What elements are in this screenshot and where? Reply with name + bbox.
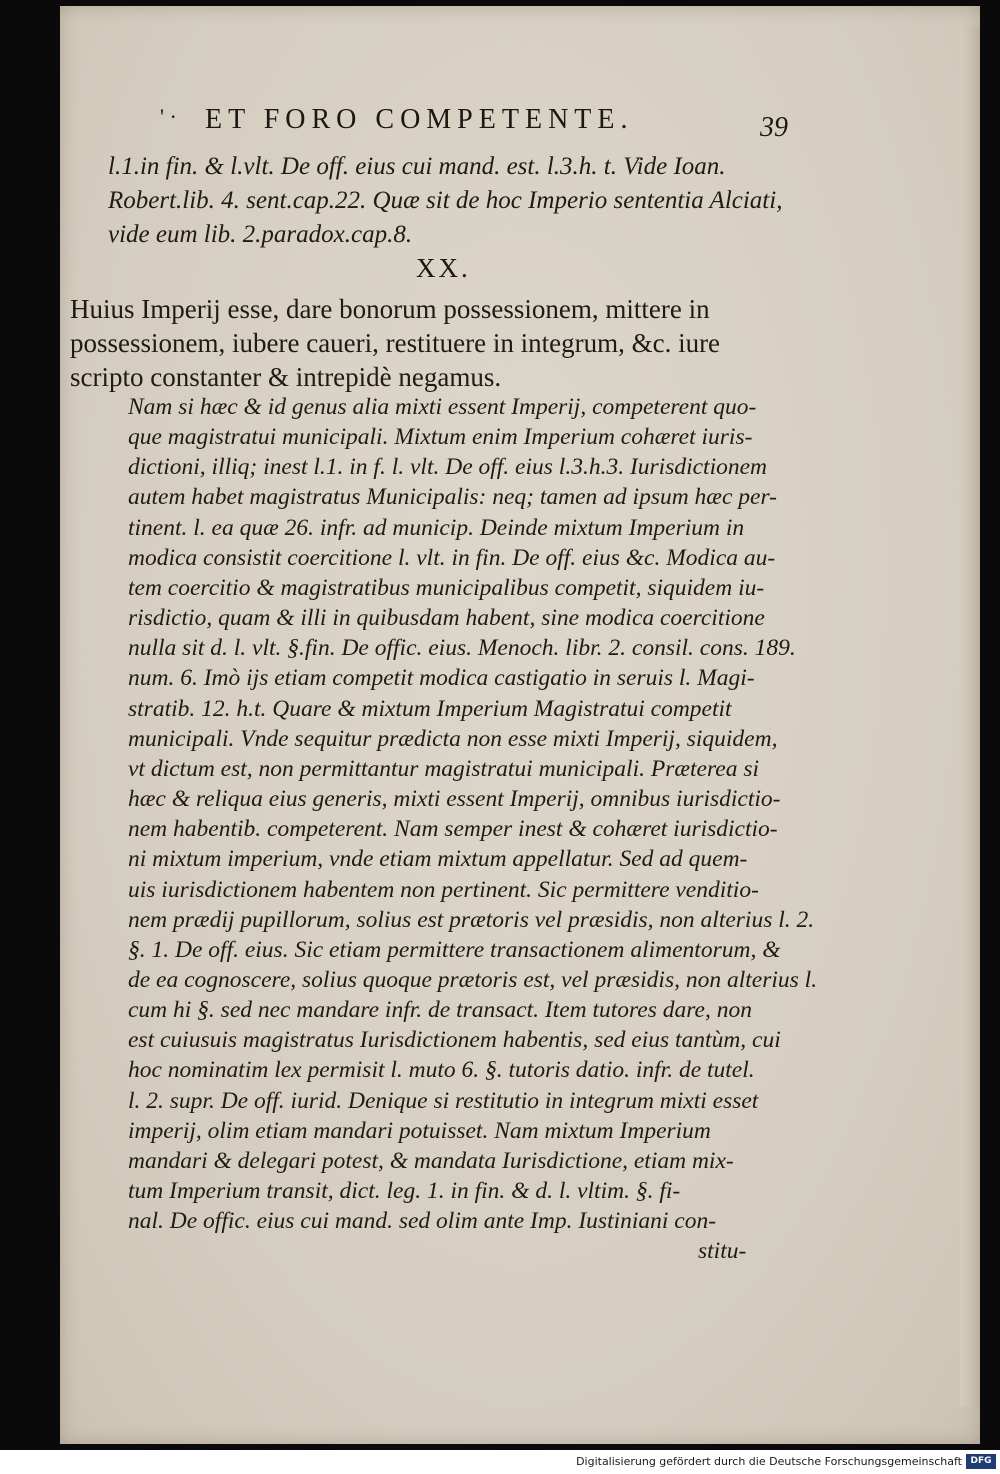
citation-line: l.1.in fin. & l.vlt. De off. eius cui mand. est. l.3.h. t. Vide Ioan. — [108, 153, 726, 180]
commentary-line: vt dictum est, non permittantur magistratui municipali. Præterea si — [128, 755, 759, 782]
commentary-line: hæc & reliqua eius generis, mixti essent Imperij, omnibus iurisdictio- — [128, 786, 781, 813]
footer-bar — [0, 1450, 1000, 1474]
commentary-line: dictioni, illiq; inest l.1. in f. l. vlt. De off. eius l.3.h.3. Iurisdictionem — [128, 454, 768, 481]
commentary-line: cum hi §. sed nec mandare infr. de transact. Item tutores dare, non — [128, 997, 752, 1024]
commentary-line: autem habet magistratus Municipalis: neq; tamen ad ipsum hæc per- — [128, 484, 777, 511]
commentary-line: §. 1. De off. eius. Sic etiam permittere transactionem alimentorum, & — [128, 936, 781, 963]
citation-line: vide eum lib. 2.paradox.cap.8. — [108, 221, 413, 248]
commentary-block — [128, 392, 817, 1267]
commentary-line: uis iurisdictionem habentem non pertinent. Sic permittere venditio- — [128, 876, 759, 903]
commentary-line: tum Imperium transit, dict. leg. 1. in fin. & d. l. vltim. §. fi- — [128, 1178, 681, 1205]
thesis-line: possessionem, iubere caueri, restituere in integrum, &c. iure — [70, 328, 721, 358]
footer-funding-text: Digitalisierung gefördert durch die Deutsche Forschungsgemeinschaft — [576, 1455, 962, 1468]
section-number: XX. — [416, 253, 471, 283]
commentary-line: nal. De offic. eius cui mand. sed olim ante Imp. Iustiniani con- — [128, 1208, 717, 1235]
commentary-line: Nam si hæc & id genus alia mixti essent Imperij, competerent quo- — [128, 394, 757, 420]
commentary-line: stitu- — [698, 1238, 747, 1265]
commentary-line: est cuiusuis magistratus Iurisdictionem habentis, sed eius tantùm, cui — [128, 1027, 781, 1054]
commentary-line: que magistratui municipali. Mixtum enim Imperium cohæret iuris- — [128, 424, 753, 451]
commentary-line: num. 6. Imò ijs etiam competit modica castigatio in seruis l. Magi- — [128, 665, 755, 692]
commentary-line: tem coercitio & magistratibus municipalibus competit, siquidem iu- — [128, 574, 765, 601]
commentary-line: de ea cognoscere, solius quoque prætoris est, vel præsidis, non alterius l. — [128, 966, 818, 993]
dfg-logo-icon: DFG — [966, 1454, 996, 1469]
page-number: 39 — [760, 112, 788, 143]
citation-line: Robert.lib. 4. sent.cap.22. Quæ sit de hoc Imperio sententia Alciati, — [108, 187, 783, 214]
thesis-line: Huius Imperij esse, dare bonorum possessionem, mittere in — [70, 294, 710, 324]
citation-block — [108, 150, 782, 252]
commentary-line: l. 2. supr. De off. iurid. Denique si restitutio in integrum mixti esset — [128, 1087, 759, 1114]
commentary-line: nem habentib. competerent. Nam semper inest & cohæret iurisdictio- — [128, 816, 778, 843]
commentary-line: risdictio, quam & illi in quibusdam habent, sine modica coercitione — [128, 605, 765, 632]
commentary-line: modica consistit coercitione l. vlt. in fin. De off. eius &c. Modica au- — [128, 544, 776, 571]
commentary-line: nem prædij pupillorum, solius est prætoris vel præsidis, non alterius l. 2. — [128, 906, 815, 933]
commentary-line: stratib. 12. h.t. Quare & mixtum Imperium Magistratui competit — [128, 695, 732, 722]
commentary-line: ni mixtum imperium, vnde etiam mixtum appellatur. Sed ad quem- — [128, 846, 748, 873]
running-head: ET FORO COMPETENTE. — [205, 104, 634, 135]
commentary-line: municipali. Vnde sequitur prædicta non esse mixti Imperij, siquidem, — [128, 725, 778, 752]
commentary-line: mandari & delegari potest, & mandata Iurisdictione, etiam mix- — [128, 1147, 734, 1174]
decorative-marks: ' · — [160, 104, 177, 129]
commentary-line: nulla sit d. l. vlt. §.fin. De offic. eius. Menoch. libr. 2. consil. cons. 189. — [128, 635, 796, 662]
commentary-line: hoc nominatim lex permisit l. muto 6. §. tutoris datio. infr. de tutel. — [128, 1057, 755, 1084]
thesis-block — [70, 292, 720, 394]
page-edge — [960, 26, 980, 1406]
thesis-line: scripto constanter & intrepidè negamus. — [70, 362, 502, 392]
commentary-line: imperij, olim etiam mandari potuisset. Nam mixtum Imperium — [128, 1117, 711, 1144]
commentary-line: tinent. l. ea quæ 26. infr. ad municip. Deinde mixtum Imperium in — [128, 514, 745, 541]
